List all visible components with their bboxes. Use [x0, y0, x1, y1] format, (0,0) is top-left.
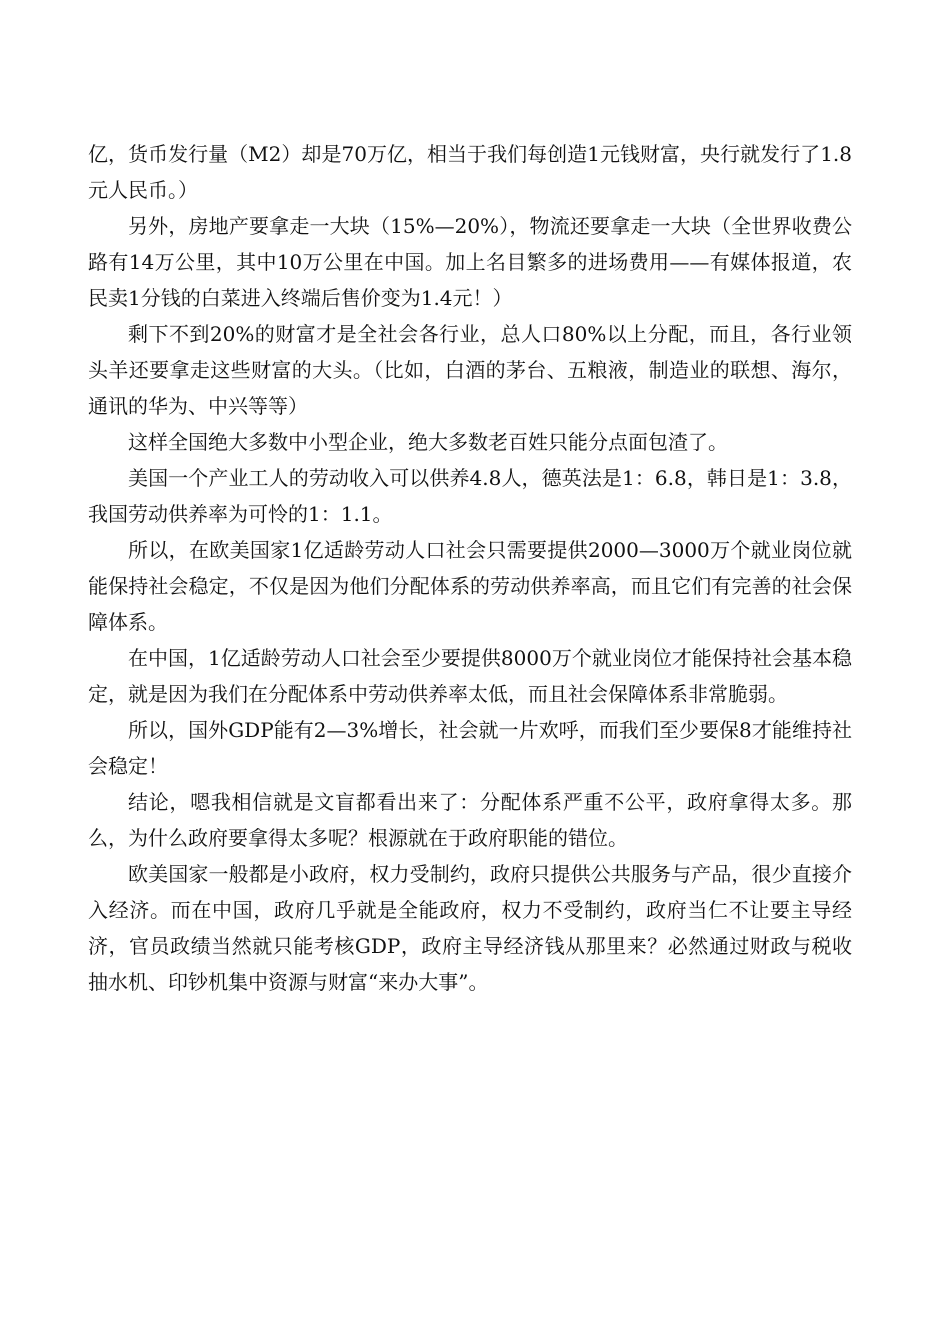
- paragraph-6: 所以，在欧美国家1亿适龄劳动人口社会只需要提供2000—3000万个就业岗位就能保持社会稳定，不仅是因为他们分配体系的劳动供养率高，而且它们有完善的社会保障体系。: [88, 538, 852, 634]
- paragraph-10: 欧美国家一般都是小政府，权力受制约，政府只提供公共服务与产品，很少直接介入经济。而在中国，政府几乎就是全能政府，权力不受制约，政府当仁不让要主导经济，官员政绩当然就只能考核GDP，政府主导经济钱从那里来？必然通过财政与税收抽水机、印钞机集中资源与财富“来办大事”。: [88, 862, 852, 994]
- paragraph-1: 亿，货币发行量（M2）却是70万亿，相当于我们每创造1元钱财富，央行就发行了1.8元人民币。）: [88, 142, 852, 202]
- paragraph-4: 这样全国绝大多数中小型企业，绝大多数老百姓只能分点面包渣了。: [128, 430, 728, 454]
- paragraph-9: 结论，嗯我相信就是文盲都看出来了：分配体系严重不公平，政府拿得太多。那么，为什么政府要拿得太多呢？根源就在于政府职能的错位。: [88, 790, 852, 850]
- paragraph-7: 在中国，1亿适龄劳动人口社会至少要提供8000万个就业岗位才能保持社会基本稳定，就是因为我们在分配体系中劳动供养率太低，而且社会保障体系非常脆弱。: [88, 646, 852, 706]
- paragraph-8: 所以，国外GDP能有2—3%增长，社会就一片欢呼，而我们至少要保8才能维持社会稳定！: [88, 718, 852, 778]
- paragraph-5: 美国一个产业工人的劳动收入可以供养4.8人，德英法是1：6.8，韩日是1：3.8，我国劳动供养率为可怜的1：1.1。: [88, 466, 852, 526]
- paragraph-3: 剩下不到20%的财富才是全社会各行业，总人口80%以上分配，而且，各行业领头羊还要拿走这些财富的大头。（比如，白酒的茅台、五粮液，制造业的联想、海尔，通讯的华为、中兴等等）: [88, 322, 852, 418]
- body-text: [88, 136, 852, 1000]
- paragraph-2: 另外，房地产要拿走一大块（15%—20%），物流还要拿走一大块（全世界收费公路有14万公里，其中10万公里在中国。加上名目繁多的进场费用——有媒体报道，农民卖1分钱的白菜进入终端后售价变为1.4元！）: [88, 214, 852, 310]
